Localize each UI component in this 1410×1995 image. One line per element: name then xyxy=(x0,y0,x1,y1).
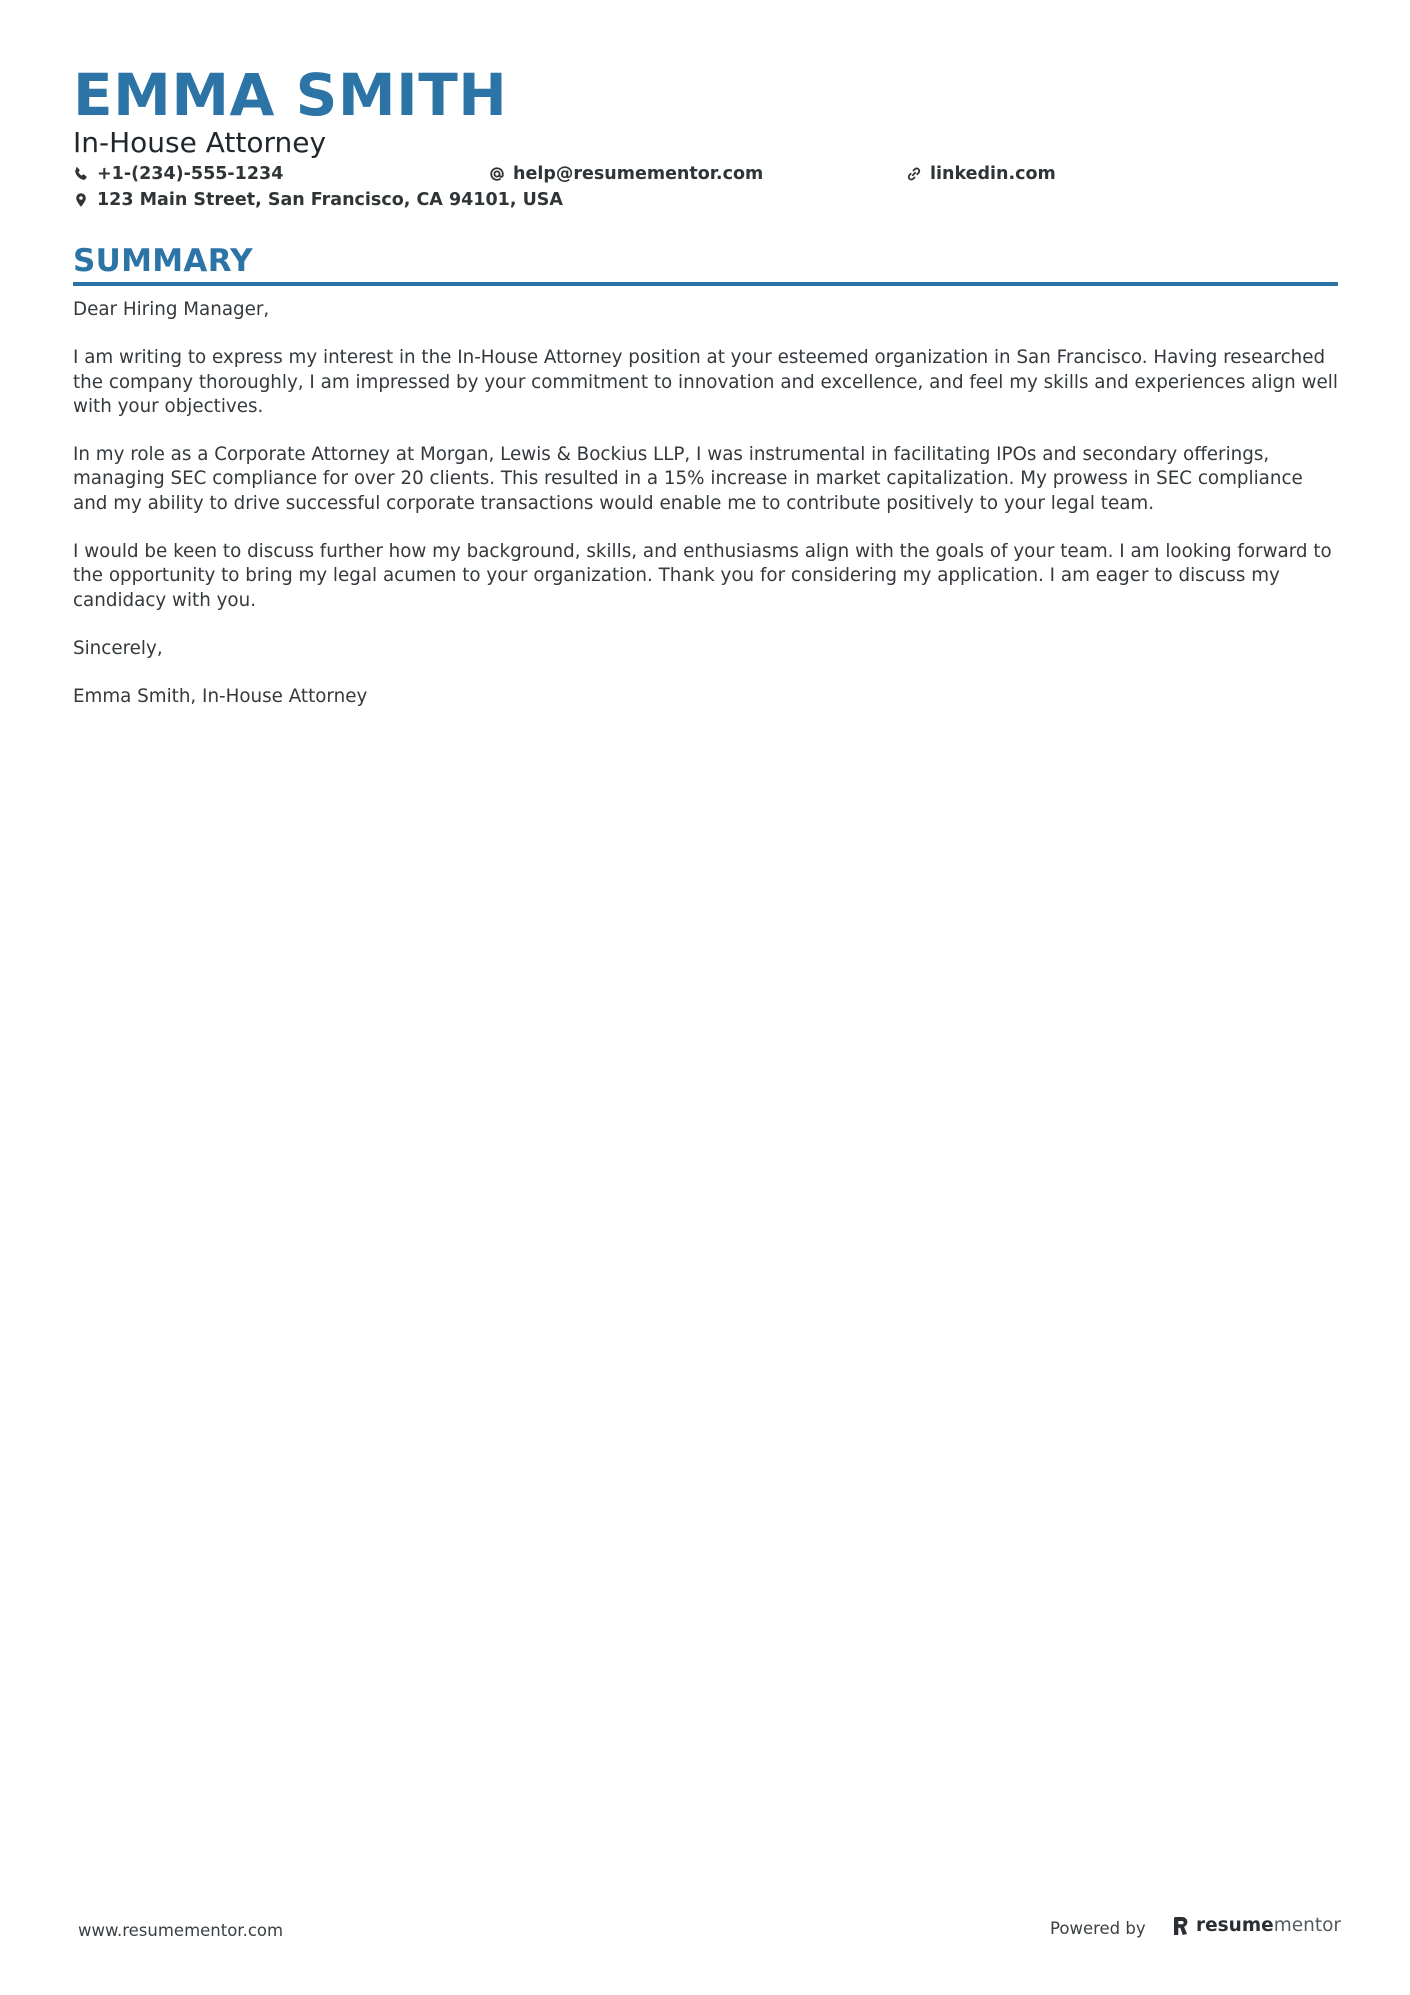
phone-text[interactable]: +1-(234)-555-1234 xyxy=(97,164,284,184)
candidate-name: EMMA SMITH xyxy=(73,61,508,129)
at-icon xyxy=(489,166,505,182)
linkedin-text[interactable]: linkedin.com xyxy=(930,164,1056,184)
contact-linkedin xyxy=(906,162,1056,186)
brand-wordmark xyxy=(1196,1914,1341,1938)
contact-address xyxy=(73,188,563,212)
contact-phone xyxy=(73,162,283,186)
map-pin-icon xyxy=(73,192,89,208)
section-divider xyxy=(73,282,1338,286)
email-text[interactable]: help@resumementor.com xyxy=(513,164,764,184)
paragraph-experience: In my role as a Corporate Attorney at Morgan, Lewis & Bockius LLP, I was instrumental in facilitating IPOs and secondary offerings, managing SEC compliance for over 20 clients. This resulted in a 15% increase in market capitalization. My prowess in SEC compliance and my ability to drive successful corporate transactions would enable me to contribute positively to your legal team. xyxy=(73,444,1303,514)
phone-icon xyxy=(73,166,89,182)
link-icon xyxy=(906,166,922,182)
contact-email xyxy=(489,162,763,186)
candidate-title: In-House Attorney xyxy=(73,126,327,159)
resumementor-logo-icon xyxy=(1172,1915,1190,1937)
powered-by-label: Powered by xyxy=(1050,1919,1146,1938)
summary-heading: SUMMARY xyxy=(73,243,253,279)
sign-off: Sincerely, xyxy=(73,637,163,659)
signature: Emma Smith, In-House Attorney xyxy=(73,686,368,708)
address-text: 123 Main Street, San Francisco, CA 94101, USA xyxy=(97,190,563,210)
salutation: Dear Hiring Manager, xyxy=(73,299,270,320)
paragraph-closing: I would be keen to discuss further how my background, skills, and enthusiasms align with the goals of your team. I am looking forward to the opportunity to bring my legal acumen to your organization. Thank you for considering my application. I am eager to discuss my candidacy with you. xyxy=(73,541,1332,611)
letter-body xyxy=(73,298,1338,734)
brand-wordmark-regular: mentor xyxy=(1273,1915,1341,1936)
footer-website[interactable]: www.resumementor.com xyxy=(78,1921,284,1940)
brand-logo[interactable] xyxy=(1172,1914,1341,1938)
paragraph-intro: I am writing to express my interest in the In-House Attorney position at your esteemed organization in San Francisco. Having researched the company thoroughly, I am impressed by your commitment to innovation and excellence, and feel my skills and experiences align well with your objectives. xyxy=(73,347,1338,417)
brand-wordmark-bold: resume xyxy=(1196,1915,1274,1936)
